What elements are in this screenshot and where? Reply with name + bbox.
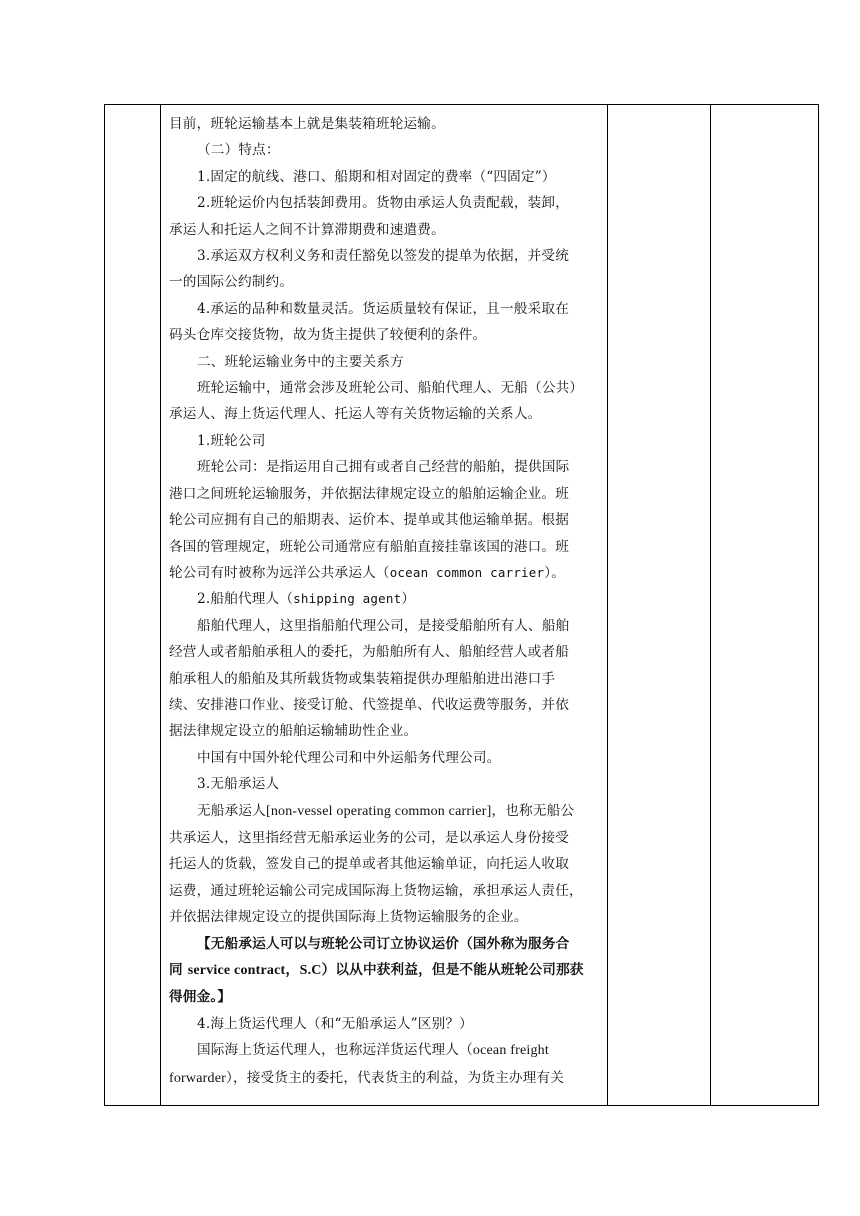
text-line: 班轮公司：是指运用自己拥有或者自己经营的船舶，提供国际 <box>197 459 570 476</box>
column-divider <box>607 105 608 1105</box>
text-line: 承运人、海上货运代理人、托运人等有关货物运输的关系人。 <box>169 406 542 423</box>
text-line: 承运人和托运人之间不计算滞期费和速遣费。 <box>169 221 445 238</box>
text-segment: 国际海上货运代理人，也称远洋货运代理人（ <box>197 1042 473 1059</box>
document-table <box>104 104 819 1106</box>
text-line: 并依据法律规定设立的提供国际海上货物运输服务的企业。 <box>169 909 528 926</box>
english-term: ocean freight <box>472 1043 549 1059</box>
column-divider <box>710 105 711 1105</box>
section-heading <box>169 586 603 612</box>
text-segment: 2.船舶代理人（ <box>197 591 294 608</box>
text-line: 经营人或者船舶承租人的委托，为船舶所有人、船舶经营人或者船 <box>169 644 570 661</box>
text-line: 各国的管理规定，班轮公司通常应有船舶直接挂靠该国的港口。班 <box>169 538 570 555</box>
section-heading: 1.班轮公司 <box>197 432 266 449</box>
text-segment: ），接受货主的委托，代表货主的利益，为货主办理有关 <box>226 1069 565 1086</box>
text-line: 3.承运双方权利义务和责任豁免以签发的提单为依据，并受统 <box>197 248 570 265</box>
section-heading: 3.无船承运人 <box>197 776 280 793</box>
text-line: 班轮运输中，通常会涉及班轮公司、船舶代理人、无船（公共） <box>197 380 584 397</box>
text-segment: 同 <box>169 962 188 978</box>
english-term: ocean common carrier <box>389 564 545 580</box>
text-line: 1.固定的航线、港口、船期和相对固定的费率（“四固定”） <box>197 168 556 185</box>
text-line: 托运人的货载，签发自己的提单或者其他运输单证，向托运人收取 <box>169 856 570 873</box>
text-line <box>169 1037 603 1064</box>
english-term: service contract，S.C <box>187 963 322 978</box>
section-heading: 4.海上货运代理人（和“无船承运人”区别？） <box>197 1015 473 1032</box>
english-term: forwarder <box>169 1070 226 1086</box>
note-line: 得佣金。】 <box>169 989 232 1006</box>
text-line: 据法律规定设立的船舶运输辅助性企业。 <box>169 723 418 740</box>
english-term: shipping agent <box>293 591 402 607</box>
text-segment: 无船承运人 <box>197 802 266 819</box>
text-line: 2.班轮运价内包括装卸费用。货物由承运人负责配载，装卸， <box>197 195 570 212</box>
text-line: 运费，通过班轮运输公司完成国际海上货物运输，承担承运人责任， <box>169 882 583 899</box>
section-heading: 二、班轮运输业务中的主要关系方 <box>197 353 404 370</box>
text-line: 码头仓库交接货物，故为货主提供了较便利的条件。 <box>169 327 487 344</box>
text-line: 船舶代理人，这里指船舶代理公司，是接受船舶所有人、船舶 <box>197 617 570 634</box>
text-segment: ，也称无船公 <box>491 802 575 819</box>
text-segment: 轮公司有时被称为远洋公共承运人（ <box>169 564 390 581</box>
text-line <box>169 798 603 825</box>
text-line: 轮公司应拥有自己的船期表、运价本、提单或其他运输单据。根据 <box>169 512 570 529</box>
text-segment: ）以从中获利益，但是不能从班轮公司那获 <box>321 962 584 978</box>
text-line: 港口之间班轮运输服务，并依据法律规定设立的船舶运输企业。班 <box>169 485 570 502</box>
text-segment: ）。 <box>544 564 566 581</box>
section-heading: （二）特点： <box>197 142 280 159</box>
text-line <box>169 1065 603 1092</box>
text-block <box>169 111 603 1092</box>
note-line: 【无船承运人可以与班轮公司订立协议运价（国外称为服务合 <box>197 935 570 952</box>
text-line: 舶承租人的船舶及其所载货物或集装箱提供办理船舶进出港口手 <box>169 670 556 687</box>
content-cell <box>161 105 607 1105</box>
text-line: 目前，班轮运输基本上就是集装箱班轮运输。 <box>169 116 445 132</box>
text-line <box>169 560 603 586</box>
text-line: 中国有中国外轮代理公司和中外运船务代理公司。 <box>197 749 501 766</box>
text-line: 续、安排港口作业、接受订舱、代签提单、代收运费等服务，并依 <box>169 696 570 713</box>
note-line <box>169 957 603 984</box>
text-line: 4.承运的品种和数量灵活。货运质量较有保证，且一般采取在 <box>197 300 570 317</box>
english-term: [non-vessel operating common carrier] <box>265 803 492 819</box>
text-segment: ） <box>401 591 416 608</box>
text-line: 共承运人，这里指经营无船承运业务的公司，是以承运人身份接受 <box>169 829 570 846</box>
text-line: 一的国际公约制约。 <box>169 274 294 291</box>
